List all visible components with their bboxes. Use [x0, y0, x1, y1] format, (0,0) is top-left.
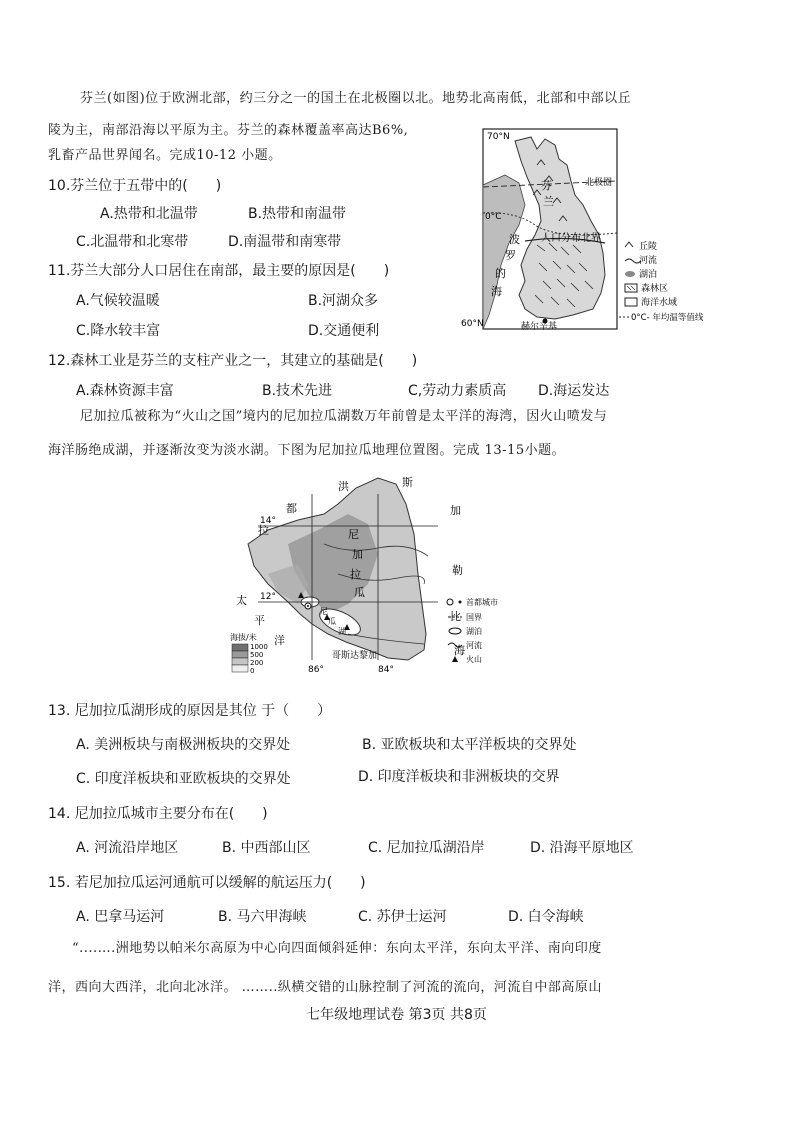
legend-lake-label: 湖泊 [466, 627, 482, 636]
q10-option-c[interactable]: C.北温带和北寒带 [76, 234, 189, 250]
finland-intro-line1: 芬兰(如图)位于欧洲北部，约三分之一的国土在北极圈以北。地势北高南低，北部和中部以丘 [80, 91, 632, 106]
lon-86-label: 86° [308, 665, 324, 675]
finland-intro-line3: 乳畜产品世界闻名。完成10-12 小题。 [48, 148, 282, 163]
page-footer: 七年级地理试卷 第3页 共8页 [306, 1007, 487, 1023]
elevation-legend [230, 632, 268, 675]
legend-city-label: 首都城市 [466, 598, 498, 607]
q12-option-a[interactable]: A.森林资源丰富 [76, 383, 174, 399]
caribbean-char-2: 勒 [452, 564, 463, 577]
nicaragua-map [228, 474, 528, 680]
legend-hill-icon [625, 242, 633, 247]
passage-line1: “....….洲地势以帕米尔高原为中心向四面倾斜延伸：东向太平洋，东向太平洋、南向印度 [72, 941, 602, 956]
elevation-tick-500: 500 [250, 651, 264, 659]
caribbean-char-4: 海 [454, 644, 465, 657]
legend-river-label: 河流 [466, 641, 482, 650]
q14-option-a[interactable]: A. 河流沿岸地区 [76, 840, 179, 856]
legend-border-label: 国界 [466, 613, 482, 622]
legend-river-label: 河流 [639, 256, 658, 266]
lat-70-label: 70°N [487, 132, 510, 142]
q12-option-b[interactable]: B.技术先进 [262, 383, 333, 399]
honduras-char-4: 斯 [402, 476, 413, 489]
honduras-char-1: 洪 [338, 480, 349, 493]
nicaragua-char-4: 瓜 [354, 586, 365, 599]
lon-84-label: 84° [378, 665, 394, 675]
lat-60-label: 60°N [461, 319, 484, 329]
legend-hill-label: 丘陵 [639, 242, 658, 252]
finland-map [461, 125, 720, 335]
legend-city-icon [447, 599, 453, 605]
lat-12-label: 12° [260, 592, 276, 602]
nicaragua-char-3: 拉 [350, 568, 361, 581]
q14-option-b[interactable]: B. 中西部山区 [222, 840, 311, 856]
q10-option-a[interactable]: A.热带和北温带 [100, 206, 198, 222]
q12-stem: 12.森林工业是芬兰的支柱产业之一，其建立的基础是( ) [48, 353, 418, 369]
q11-option-a[interactable]: A.气候较温暖 [76, 293, 160, 309]
nicaragua-intro-line1: 尼加拉瓜被称为“火山之国”境内的尼加拉瓜湖数万年前曾是太平洋的海湾，因火山喷发与 [80, 409, 608, 424]
caribbean-char-1: 加 [450, 504, 461, 517]
elevation-title: 海拔/米 [230, 633, 257, 642]
legend-isotherm-label: 0°C- 年均温等值线 [631, 313, 704, 323]
lake-char-1: 尼 [320, 607, 328, 616]
baltic-char-4: 海 [491, 285, 502, 298]
q15-stem: 15. 若尼加拉瓜运河通航可以缓解的航运压力( ) [48, 875, 366, 891]
q13-option-d[interactable]: D. 印度洋板块和非洲板块的交界 [358, 769, 560, 785]
elevation-tick-200: 200 [250, 659, 264, 667]
finland-intro-line2: 陵为主，南部沿海以平原为主。芬兰的森林覆盖率高达B6%, [48, 123, 409, 138]
q15-option-a[interactable]: A. 巴拿马运河 [76, 909, 165, 925]
legend-forest-label: 森林区 [641, 284, 669, 294]
q13-option-b[interactable]: B. 亚欧板块和太平洋板块的交界处 [362, 737, 577, 753]
capital-label: 赫尔辛基 [521, 322, 558, 332]
legend-lake-icon [449, 628, 461, 634]
nicaragua-char-1: 尼 [348, 528, 359, 541]
q13-stem: 13. 尼加拉瓜湖形成的原因是其位 于（ ） [48, 703, 332, 719]
legend-volcano-label: 火山 [466, 655, 482, 664]
legend-lake-icon [625, 271, 635, 277]
nicaragua-intro-line2: 海洋肠绝成湖，并逐渐汝变为淡水湖。下图为尼加拉瓜地理位置图。完成 13-15小题。 [48, 443, 566, 458]
legend-sea-icon [625, 298, 637, 306]
pacific-char-3: 洋 [274, 634, 285, 647]
elevation-tick-0: 0 [250, 667, 255, 675]
costa-rica-label: 哥斯达黎加 [332, 651, 378, 661]
arctic-circle-label: 北极圈 [585, 178, 613, 188]
population-boundary-label: 人口分布北界 [541, 233, 601, 244]
lake-char-3: 湖 [338, 627, 346, 636]
q15-option-d[interactable]: D. 白令海峡 [508, 909, 584, 925]
isotherm-label: 0°C [485, 212, 502, 222]
lat-14-label: 14° [260, 516, 276, 526]
q13-option-a[interactable]: A. 美洲板块与南极洲板块的交界处 [76, 737, 291, 753]
legend-forest-icon [625, 284, 637, 292]
baltic-char-3: 的 [495, 267, 506, 280]
q11-option-d[interactable]: D.交通便利 [308, 323, 380, 339]
passage-line2: 洋，西向大西洋，北向北冰洋。 ……..纵横交错的山脉控制了河流的流向，河流自中部高原山 [48, 980, 602, 995]
caribbean-char-3: 比 [450, 610, 461, 623]
q14-option-d[interactable]: D. 沿海平原地区 [530, 840, 634, 856]
baltic-char-1: 波 [509, 233, 520, 246]
q12-option-c[interactable]: C,劳动力素质高 [408, 383, 507, 399]
q11-option-c[interactable]: C.降水较丰富 [76, 323, 161, 339]
q14-option-c[interactable]: C. 尼加拉瓜湖沿岸 [368, 840, 485, 856]
nicaragua-char-2: 加 [352, 548, 363, 561]
legend-sea-label: 海洋水域 [641, 298, 678, 308]
finland-char-2: 兰 [543, 195, 554, 208]
q12-option-d[interactable]: D.海运发达 [538, 383, 610, 399]
q11-stem: 11.芬兰大部分人口居住在南部，最主要的原因是( ) [48, 263, 390, 279]
q10-option-d[interactable]: D.南温带和南寒带 [228, 234, 342, 250]
q14-stem: 14. 尼加拉瓜城市主要分布在( ) [48, 806, 268, 822]
q13-option-c[interactable]: C. 印度洋板块和亚欧板块的交界处 [76, 771, 291, 787]
honduras-char-2: 都 [286, 502, 297, 515]
honduras-char-3: 拉 [258, 524, 269, 537]
finland-char-1: 芬 [541, 179, 552, 192]
legend-lake-label: 湖泊 [639, 270, 658, 280]
baltic-char-2: 罗 [505, 249, 516, 262]
q10-option-b[interactable]: B.热带和南温带 [248, 206, 347, 222]
q15-option-c[interactable]: C. 苏伊士运河 [358, 909, 447, 925]
pacific-char-2: 平 [254, 614, 265, 627]
lake-char-2: 瓜 [328, 617, 336, 626]
q15-option-b[interactable]: B. 马六甲海峡 [218, 909, 307, 925]
elevation-tick-1000: 1000 [250, 643, 268, 651]
pacific-char-1: 太 [236, 594, 247, 607]
finland-legend [619, 240, 704, 323]
q10-stem: 10.芬兰位于五带中的( ) [48, 178, 222, 194]
q11-option-b[interactable]: B.河湖众多 [308, 293, 379, 309]
